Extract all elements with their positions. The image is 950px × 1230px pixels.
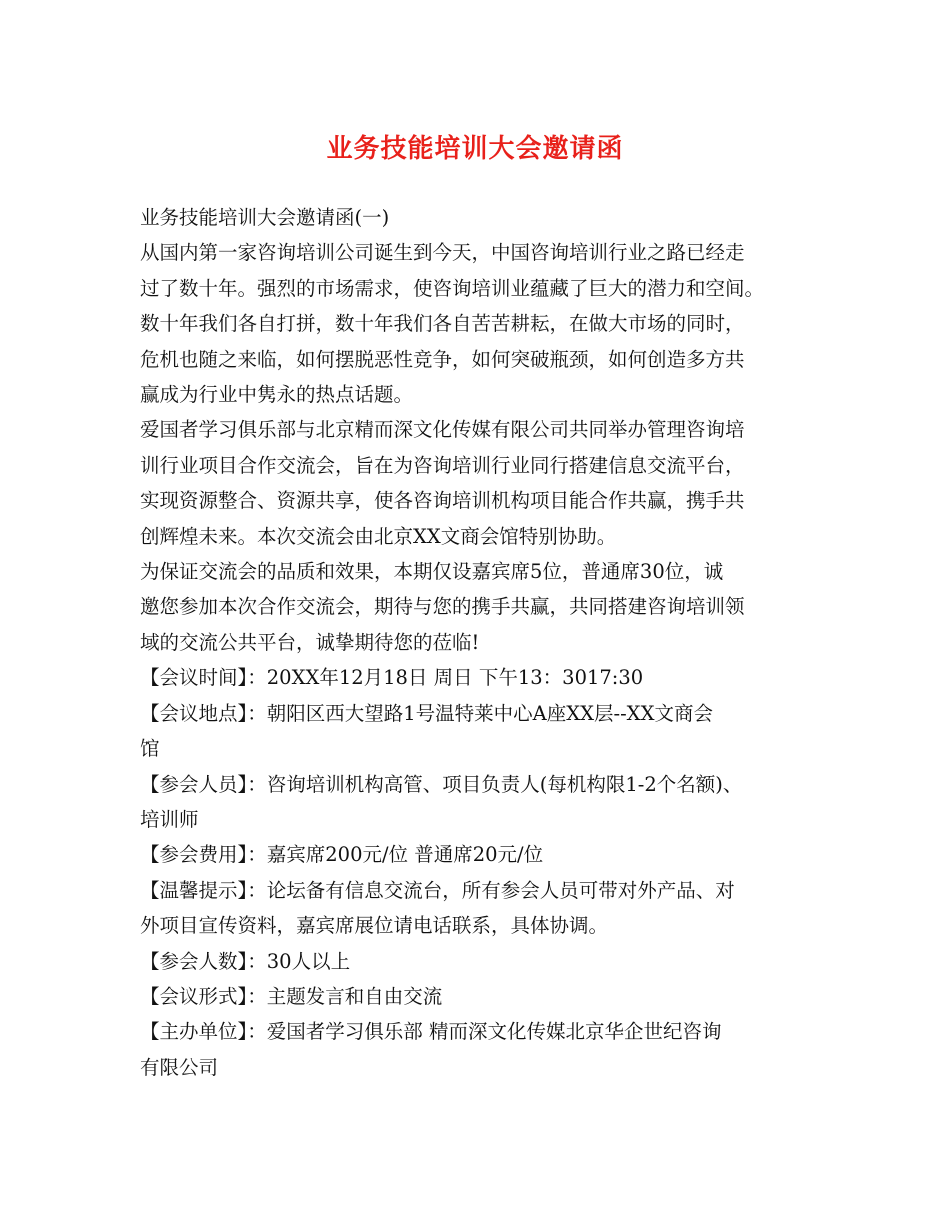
body-line: 域的交流公共平台，诚挚期待您的莅临! (140, 630, 480, 654)
body-line: 赢成为行业中隽永的热点话题。 (140, 383, 414, 407)
body-line: 【会议地点】：朝阳区西大望路1号温特莱中心A座XX层--XX文商会 (140, 701, 713, 725)
body-line: 【参会人数】：30人以上 (140, 949, 351, 973)
body-line: 【会议时间】：20XX年12月18日 周日 下午13：3017:30 (140, 666, 644, 690)
body-line: 外项目宣传资料，嘉宾席展位请电话联系，具体协调。 (140, 914, 609, 938)
body-line: 【主办单位】：爱国者学习俱乐部 精而深文化传媒北京华企世纪咨询 (140, 1020, 722, 1044)
body-line: 创辉煌未来。本次交流会由北京XX文商会馆特别协助。 (140, 524, 617, 548)
body-line: 实现资源整合、资源共享，使各咨询培训机构项目能合作共赢，携手共 (140, 489, 745, 513)
document-body (140, 200, 816, 1085)
body-line: 培训师 (140, 807, 199, 831)
body-line: 数十年我们各自打拼，数十年我们各自苦苦耕耘，在做大市场的同时， (140, 312, 745, 336)
body-line: 邀您参加本次合作交流会，期待与您的携手共赢，共同搭建咨询培训领 (140, 595, 745, 619)
body-line: 【参会费用】：嘉宾席200元/位 普通席20元/位 (140, 843, 544, 867)
body-line: 从国内第一家咨询培训公司诞生到今天，中国咨询培训行业之路已经走 (140, 241, 745, 265)
body-line: 为保证交流会的品质和效果，本期仅设嘉宾席5位，普通席30位，诚 (140, 560, 724, 584)
body-line: 【会议形式】：主题发言和自由交流 (140, 984, 443, 1008)
body-line: 爱国者学习俱乐部与北京精而深文化传媒有限公司共同举办管理咨询培 (140, 418, 745, 442)
body-line: 业务技能培训大会邀请函(一) (140, 206, 390, 229)
body-line: 危机也随之来临，如何摆脱恶性竞争，如何突破瓶颈，如何创造多方共 (140, 347, 745, 371)
document-title: 业务技能培训大会邀请函 (326, 134, 624, 164)
body-line: 有限公司 (140, 1055, 219, 1079)
body-line: 【温馨提示】：论坛备有信息交流台，所有参会人员可带对外产品、对 (140, 878, 735, 902)
body-line: 训行业项目合作交流会，旨在为咨询培训行业同行搭建信息交流平台， (140, 453, 745, 477)
body-line: 馆 (140, 737, 160, 761)
body-line: 【参会人员】：咨询培训机构高管、项目负责人(每机构限1-2个名额)、 (140, 772, 743, 796)
body-line: 过了数十年。强烈的市场需求，使咨询培训业蕴藏了巨大的潜力和空间。 (140, 276, 765, 300)
